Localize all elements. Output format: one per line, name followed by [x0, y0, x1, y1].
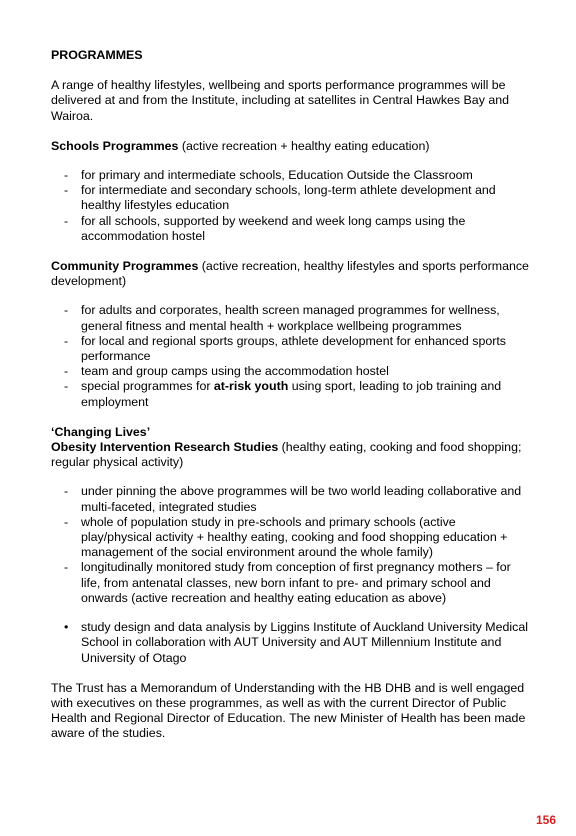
page-title: PROGRAMMES [51, 48, 143, 62]
document-page [51, 48, 529, 742]
list-item: - for intermediate and secondary schools, long-term athlete development and healthy lifestyles education [64, 183, 496, 213]
obesity-heading-line [51, 440, 529, 470]
schools-list [51, 168, 529, 244]
list-item: - for adults and corporates, health screen managed programmes for wellness, general fitness and mental health + workplace wellbeing programmes [64, 303, 500, 333]
list-item: - under pinning the above programmes will be two world leading collaborative and multi-faceted, integrated studies [64, 484, 522, 514]
schools-heading: Schools Programmes [51, 138, 179, 153]
schools-subtitle: (active recreation + healthy eating education) [178, 138, 430, 153]
closing-paragraph: The Trust has a Memorandum of Understanding with the HB DHB and is well engaged with executives on these programmes, as well as with the current Director of Public Health and Regional Director of Education. The new Minister of Health has been made aware of the studies. [51, 680, 526, 741]
changing-lives-heading: ‘Changing Lives’ [51, 424, 151, 439]
list-item: - longitudinally monitored study from conception of first pregnancy mothers – for life, from antenatal classes, new born infant to pre- and primary school and onwards (active recreation and healthy eating education as above) [64, 560, 511, 605]
page-number: 156 [535, 812, 556, 827]
community-heading: Community Programmes [51, 259, 199, 274]
intro-paragraph: A range of healthy lifestyles, wellbeing and sports performance programmes will be delivered at and from the Institute, including at satellites in Central Hawkes Bay and Wairoa. [51, 78, 510, 123]
list-item: - special programmes for at-risk youth using sport, leading to job training and employment [64, 379, 502, 409]
list-item: - for primary and intermediate schools, Education Outside the Classroom [64, 168, 473, 183]
obesity-list [51, 484, 529, 606]
obesity-subtitle: (healthy eating, cooking and food shopping; regular physical activity) [51, 440, 522, 470]
obesity-heading: Obesity Intervention Research Studies [51, 440, 279, 455]
list-item: - for all schools, supported by weekend and week long camps using the accommodation hostel [64, 213, 466, 243]
list-item: - for local and regional sports groups, athlete development for enhanced sports performance [64, 333, 506, 364]
list-item: - team and group camps using the accommodation hostel [64, 364, 389, 379]
list-item: - whole of population study in pre-schools and primary schools (active play/physical activity + healthy eating, cooking and food shopping education + management of the social environment around the whole family) [64, 514, 508, 560]
community-list [51, 303, 529, 409]
community-subtitle: (active recreation, healthy lifestyles and sports performance development) [51, 259, 529, 289]
schools-heading-line [51, 139, 529, 154]
list-item: • study design and data analysis by Liggins Institute of Auckland University Medical School in collaboration with AUT University and AUT Millennium Institute and University of Otago [64, 620, 529, 665]
community-heading-line [51, 259, 529, 289]
bullet-icon: • [64, 620, 69, 635]
obesity-bullet-list [51, 620, 529, 666]
